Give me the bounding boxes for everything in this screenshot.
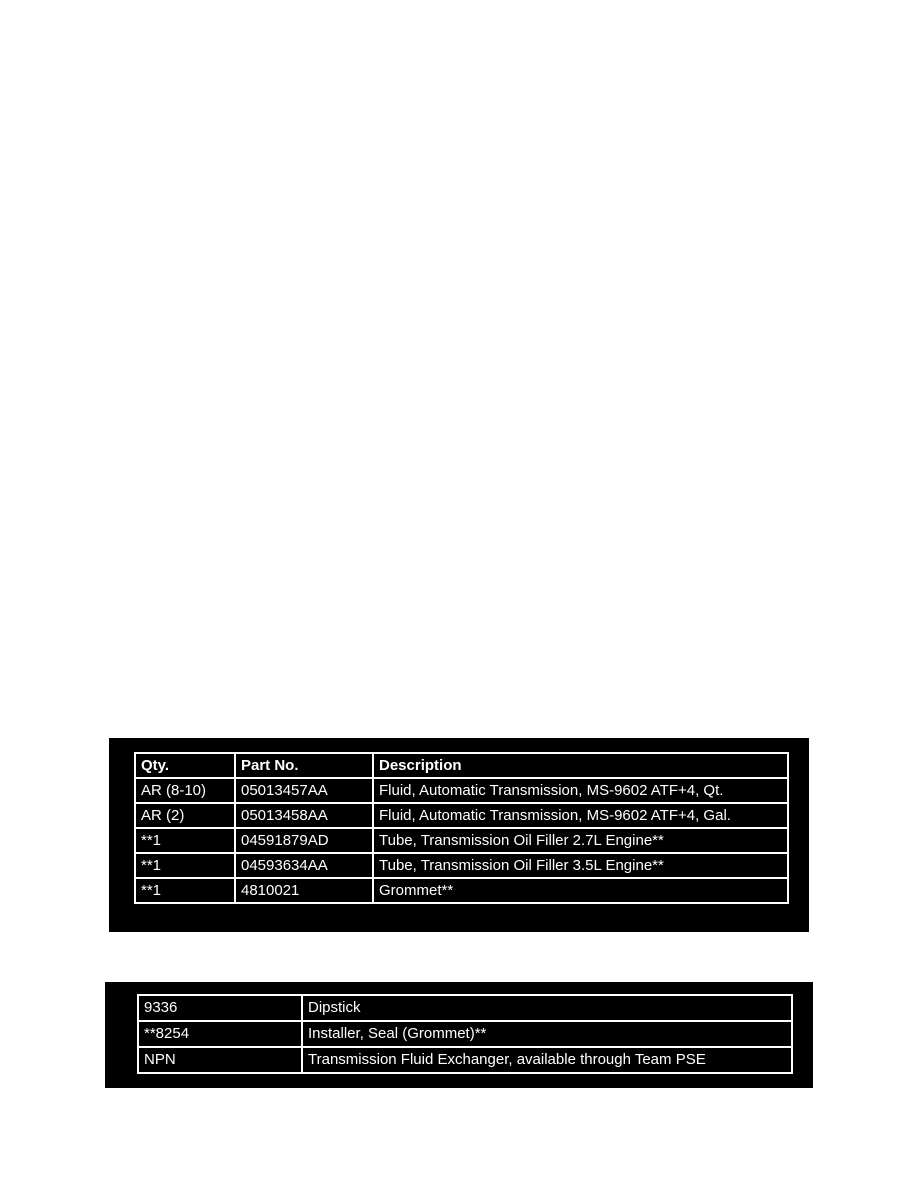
cell-part-no: 05013457AA [235,778,373,803]
cell-description: Installer, Seal (Grommet)** [302,1021,792,1047]
parts-table [134,752,789,904]
parts-table-panel [109,738,809,932]
cell-qty: AR (2) [135,803,235,828]
table-header-row [135,753,788,778]
cell-part-no: 4810021 [235,878,373,903]
cell-description: Grommet** [373,878,788,903]
table-row [135,828,788,853]
cell-part-no: 04591879AD [235,828,373,853]
cell-description: Tube, Transmission Oil Filler 2.7L Engine** [373,828,788,853]
cell-part-no: 04593634AA [235,853,373,878]
table-row [138,1021,792,1047]
table-row [138,1047,792,1073]
tools-table-panel [105,982,813,1088]
table-row [135,778,788,803]
cell-part-no: 05013458AA [235,803,373,828]
cell-tool-no: NPN [138,1047,302,1073]
table-row [135,853,788,878]
tools-table [137,994,793,1074]
cell-qty: **1 [135,878,235,903]
cell-qty: **1 [135,853,235,878]
cell-description: Transmission Fluid Exchanger, available through Team PSE [302,1047,792,1073]
cell-qty: AR (8-10) [135,778,235,803]
header-description: Description [373,753,788,778]
cell-description: Dipstick [302,995,792,1021]
cell-qty: **1 [135,828,235,853]
cell-description: Fluid, Automatic Transmission, MS-9602 ATF+4, Qt. [373,778,788,803]
header-part-no: Part No. [235,753,373,778]
header-qty: Qty. [135,753,235,778]
cell-tool-no: 9336 [138,995,302,1021]
cell-description: Tube, Transmission Oil Filler 3.5L Engine** [373,853,788,878]
cell-description: Fluid, Automatic Transmission, MS-9602 ATF+4, Gal. [373,803,788,828]
cell-tool-no: **8254 [138,1021,302,1047]
table-row [135,803,788,828]
table-row [135,878,788,903]
table-row [138,995,792,1021]
